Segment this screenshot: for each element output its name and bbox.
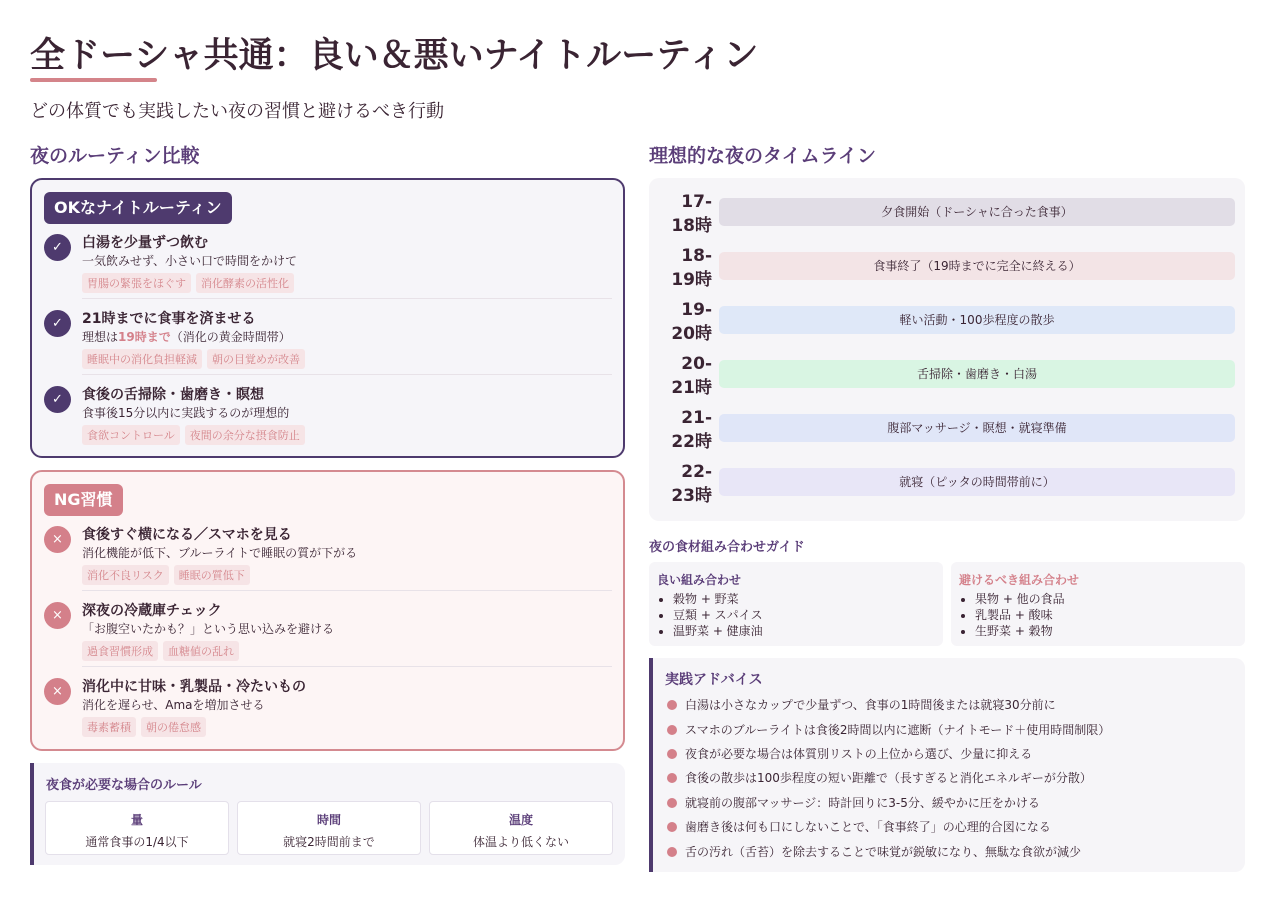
desc-text: （消化の黄金時間帯）	[170, 330, 291, 344]
risk-tag: 睡眠の質低下	[174, 565, 250, 585]
page-title: 全ドーシャ共通：良い＆悪いナイトルーティン	[30, 36, 759, 76]
bullet-dot-icon	[667, 798, 677, 808]
item-description	[82, 328, 291, 345]
effect-tag: 胃腸の緊張をほぐす	[82, 273, 191, 293]
rules-title: 夜食が必要な場合のルール	[46, 778, 202, 793]
timeline-time	[664, 460, 712, 508]
advice-item	[667, 696, 1056, 713]
advice-item	[667, 843, 1081, 860]
time-start: 21-	[681, 408, 712, 428]
cross-icon: ×	[44, 526, 71, 553]
bullet-dot-icon	[667, 725, 677, 735]
list-item: • 豆類 + スパイス	[673, 607, 763, 623]
effect-tag: 睡眠中の消化負担軽減	[82, 349, 202, 369]
time-end: 20時	[671, 324, 712, 344]
divider	[82, 590, 612, 591]
time-end: 18時	[671, 216, 712, 236]
advice-text: 白湯は小さなカップで少量ずつ、食事の1時間後または就寝30分前に	[685, 698, 1056, 712]
practice-advice	[649, 658, 1245, 872]
good-combinations-list	[673, 591, 763, 639]
check-icon: ✓	[44, 310, 71, 337]
risk-tag: 朝の倦怠感	[141, 717, 206, 737]
item-description: 消化機能が低下、ブルーライトで睡眠の質が下がる	[82, 546, 358, 560]
time-end: 23時	[671, 486, 712, 506]
divider	[82, 374, 612, 375]
item-title: 深夜の冷蔵庫チェック	[82, 603, 222, 619]
timeline-row	[649, 400, 1245, 450]
item-title: 食後の舌掃除・歯磨き・瞑想	[82, 387, 264, 403]
timeline-row	[649, 454, 1245, 504]
night-timeline	[649, 178, 1245, 521]
cross-icon: ×	[44, 602, 71, 629]
risk-tag: 毒素蓄積	[82, 717, 136, 737]
list-item: • 果物 + 他の食品	[975, 591, 1065, 607]
rule-value: 就寝2時間前まで	[283, 835, 375, 849]
timeline-time	[664, 352, 712, 400]
food-guide-title: 夜の食材組み合わせガイド	[649, 540, 805, 555]
time-start: 20-	[681, 354, 712, 374]
effect-tag: 食欲コントロール	[82, 425, 180, 445]
advice-title: 実践アドバイス	[665, 672, 763, 688]
bad-combinations-list	[975, 591, 1065, 639]
rule-temperature	[429, 801, 613, 855]
bullet-dot-icon	[667, 700, 677, 710]
advice-item	[667, 794, 1040, 811]
title-underline	[30, 78, 157, 82]
bullet-dot-icon	[667, 822, 677, 832]
timeline-row	[649, 238, 1245, 288]
item-description: 消化を遅らせ、Amaを増加させる	[82, 698, 265, 712]
time-start: 19-	[681, 300, 712, 320]
good-combinations-title: 良い組み合わせ	[657, 573, 742, 587]
check-icon: ✓	[44, 386, 71, 413]
timeline-time	[664, 190, 712, 238]
advice-item	[667, 818, 1051, 835]
list-item: • 穀物 + 野菜	[673, 591, 763, 607]
rule-label: 量	[130, 813, 143, 827]
bad-combinations-title: 避けるべき組み合わせ	[959, 573, 1080, 587]
advice-text: 歯磨き後は何も口にしないことで、「食事終了」の心理的合図になる	[685, 820, 1051, 834]
good-combinations	[649, 562, 943, 646]
time-end: 21時	[671, 378, 712, 398]
timeline-activity: 夕食開始（ドーシャに合った食事）	[719, 198, 1235, 226]
time-end: 19時	[671, 270, 712, 290]
timeline-time	[664, 298, 712, 346]
item-title: 消化中に甘味・乳製品・冷たいもの	[82, 679, 306, 695]
timeline-activity: 食事終了（19時までに完全に終える）	[719, 252, 1235, 280]
advice-item	[667, 721, 1110, 738]
item-tags	[82, 425, 305, 445]
list-item: • 温野菜 + 健康油	[673, 623, 763, 639]
timeline-heading: 理想的な夜のタイムライン	[649, 145, 877, 167]
time-end: 22時	[671, 432, 712, 452]
desc-highlight: 19時まで	[118, 330, 171, 344]
ng-habits-card	[30, 470, 625, 751]
rule-value: 通常食事の1/4以下	[85, 835, 189, 849]
divider	[82, 666, 612, 667]
advice-text: 舌の汚れ（舌苔）を除去することで味覚が鋭敏になり、無駄な食欲が減少	[685, 845, 1082, 859]
risk-tag: 消化不良リスク	[82, 565, 169, 585]
bullet-dot-icon	[667, 749, 677, 759]
item-description: 一気飲みせず、小さい口で時間をかけて	[82, 254, 298, 268]
effect-tag: 朝の目覚めが改善	[207, 349, 305, 369]
cross-icon: ×	[44, 678, 71, 705]
item-title: 食後すぐ横になる／スマホを見る	[82, 527, 292, 543]
timeline-time	[664, 244, 712, 292]
rule-time	[237, 801, 421, 855]
item-tags	[82, 641, 239, 661]
timeline-row	[649, 346, 1245, 396]
timeline-time	[664, 406, 712, 454]
timeline-activity: 腹部マッサージ・瞑想・就寝準備	[719, 414, 1235, 442]
list-item: • 生野菜 + 穀物	[975, 623, 1065, 639]
effect-tag: 夜間の余分な摂食防止	[185, 425, 305, 445]
risk-tag: 血糖値の乱れ	[163, 641, 239, 661]
divider	[82, 298, 612, 299]
timeline-activity: 軽い活動・100歩程度の散歩	[719, 306, 1235, 334]
item-title: 21時までに食事を済ませる	[82, 311, 256, 327]
item-tags	[82, 349, 305, 369]
item-description: 「お腹空いたかも？」という思い込みを避ける	[82, 622, 335, 636]
effect-tag: 消化酵素の活性化	[196, 273, 294, 293]
item-title: 白湯を少量ずつ飲む	[82, 235, 208, 251]
item-tags	[82, 565, 250, 585]
comparison-heading: 夜のルーティン比較	[30, 145, 200, 167]
item-description: 食事後15分以内に実践するのが理想的	[82, 406, 290, 420]
list-item: • 乳製品 + 酸味	[975, 607, 1065, 623]
advice-item	[667, 769, 1092, 786]
advice-text: 夜食が必要な場合は体質別リストの上位から選び、少量に抑える	[685, 747, 1033, 761]
timeline-row	[649, 184, 1245, 234]
bullet-dot-icon	[667, 773, 677, 783]
rule-value: 体温より低くない	[472, 835, 569, 849]
time-start: 18-	[681, 246, 712, 266]
page-subtitle: どの体質でも実践したい夜の習慣と避けるべき行動	[30, 101, 444, 122]
desc-text: 理想は	[82, 330, 119, 344]
ok-routine-card	[30, 178, 625, 458]
advice-text: 就寝前の腹部マッサージ：時計回りに3-5分、緩やかに圧をかける	[685, 796, 1040, 810]
rule-label: 時間	[316, 813, 341, 827]
ng-badge: NG習慣	[44, 484, 123, 516]
advice-text: 食後の散歩は100歩程度の短い距離で（長すぎると消化エネルギーが分散）	[685, 771, 1092, 785]
item-tags	[82, 717, 206, 737]
late-snack-rules	[30, 763, 625, 865]
ok-badge: OKなナイトルーティン	[44, 192, 232, 224]
bad-combinations	[951, 562, 1245, 646]
rule-label: 温度	[508, 813, 533, 827]
rule-amount	[45, 801, 229, 855]
item-tags	[82, 273, 294, 293]
timeline-row	[649, 292, 1245, 342]
advice-item	[667, 745, 1032, 762]
advice-text: スマホのブルーライトは食後2時間以内に遮断（ナイトモード＋使用時間制限）	[685, 723, 1111, 737]
check-icon: ✓	[44, 234, 71, 261]
time-start: 22-	[681, 462, 712, 482]
time-start: 17-	[681, 192, 712, 212]
bullet-dot-icon	[667, 847, 677, 857]
timeline-activity: 就寝（ピッタの時間帯前に）	[719, 468, 1235, 496]
risk-tag: 過食習慣形成	[82, 641, 158, 661]
timeline-activity: 舌掃除・歯磨き・白湯	[719, 360, 1235, 388]
